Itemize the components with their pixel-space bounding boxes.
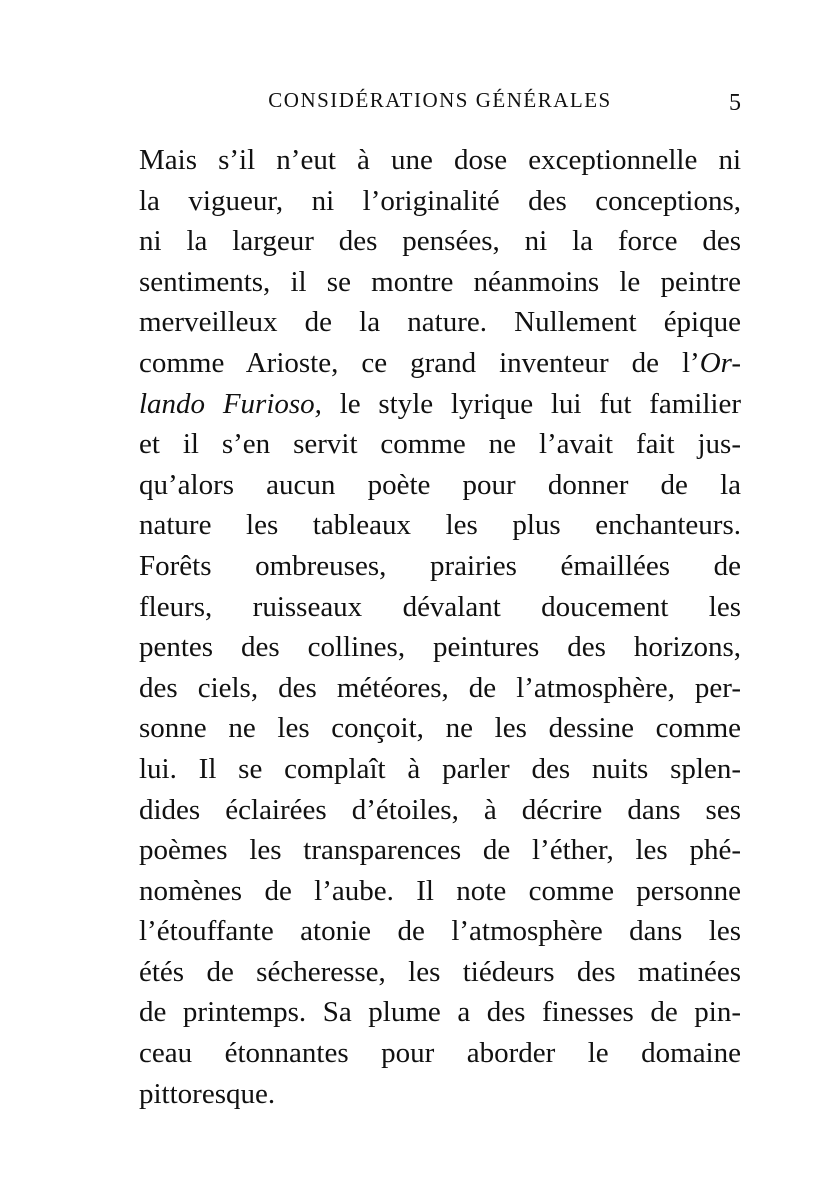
running-title: CONSIDÉRATIONS GÉNÉRALES [268,88,612,112]
text-line-8: et il s’en servit comme ne l’avait fait jus- [139,428,741,461]
text-line-1: Mais s’il n’eut à une dose exceptionnelle ni [139,144,741,176]
text-line-18: poèmes les transparences de l’éther, les phé- [139,834,741,867]
text-line-19: nomènes de l’aube. Il note comme personne [139,874,741,907]
text-line-16: lui. Il se complaît à parler des nuits splen- [139,752,741,785]
text-line-23: ceau étonnantes pour aborder le domaine [139,1037,741,1070]
text-line-5: merveilleux de la nature. Nullement épique [139,306,741,339]
text-line-7 [139,384,741,425]
text-line-12: fleurs, ruisseaux dévalant doucement les [139,590,741,623]
page-number: 5 [729,90,741,116]
text-line-17: dides éclairées d’étoiles, à décrire dans ses [139,793,741,826]
text-line-14: des ciels, des météores, de l’atmosphère, per- [139,671,741,704]
text-line-10: nature les tableaux les plus enchanteurs. [139,509,741,542]
text-line-6-roman: comme Arioste, ce grand inventeur de l’ [139,346,700,379]
text-line-3: ni la largeur des pensées, ni la force des [139,225,741,258]
text-line-21: étés de sécheresse, les tiédeurs des matinées [139,955,741,988]
text-line-9: qu’alors aucun poète pour donner de la [139,468,741,501]
body-paragraph [139,140,741,1114]
text-line-4: sentiments, il se montre néanmoins le peintre [139,265,741,298]
text-line-13: pentes des collines, peintures des horizons, [139,631,741,664]
text-line-7-roman: le style lyrique lui fut familier [321,387,741,420]
text-line-15: sonne ne les conçoit, ne les dessine comme [139,712,741,745]
text-line-6 [139,343,741,384]
text-line-20: l’étouffante atonie de l’atmosphère dans les [139,915,741,948]
text-line-24: pittoresque. [139,1077,276,1110]
italic-title-part-1: Or- [699,346,741,379]
text-line-22: de printemps. Sa plume a des finesses de pin- [139,996,741,1029]
text-line-11: Forêts ombreuses, prairies émaillées de [139,549,741,582]
text-line-2: la vigueur, ni l’originalité des conceptions, [139,184,741,217]
italic-title-part-2: lando Furioso, [139,387,322,420]
running-head [139,88,741,118]
